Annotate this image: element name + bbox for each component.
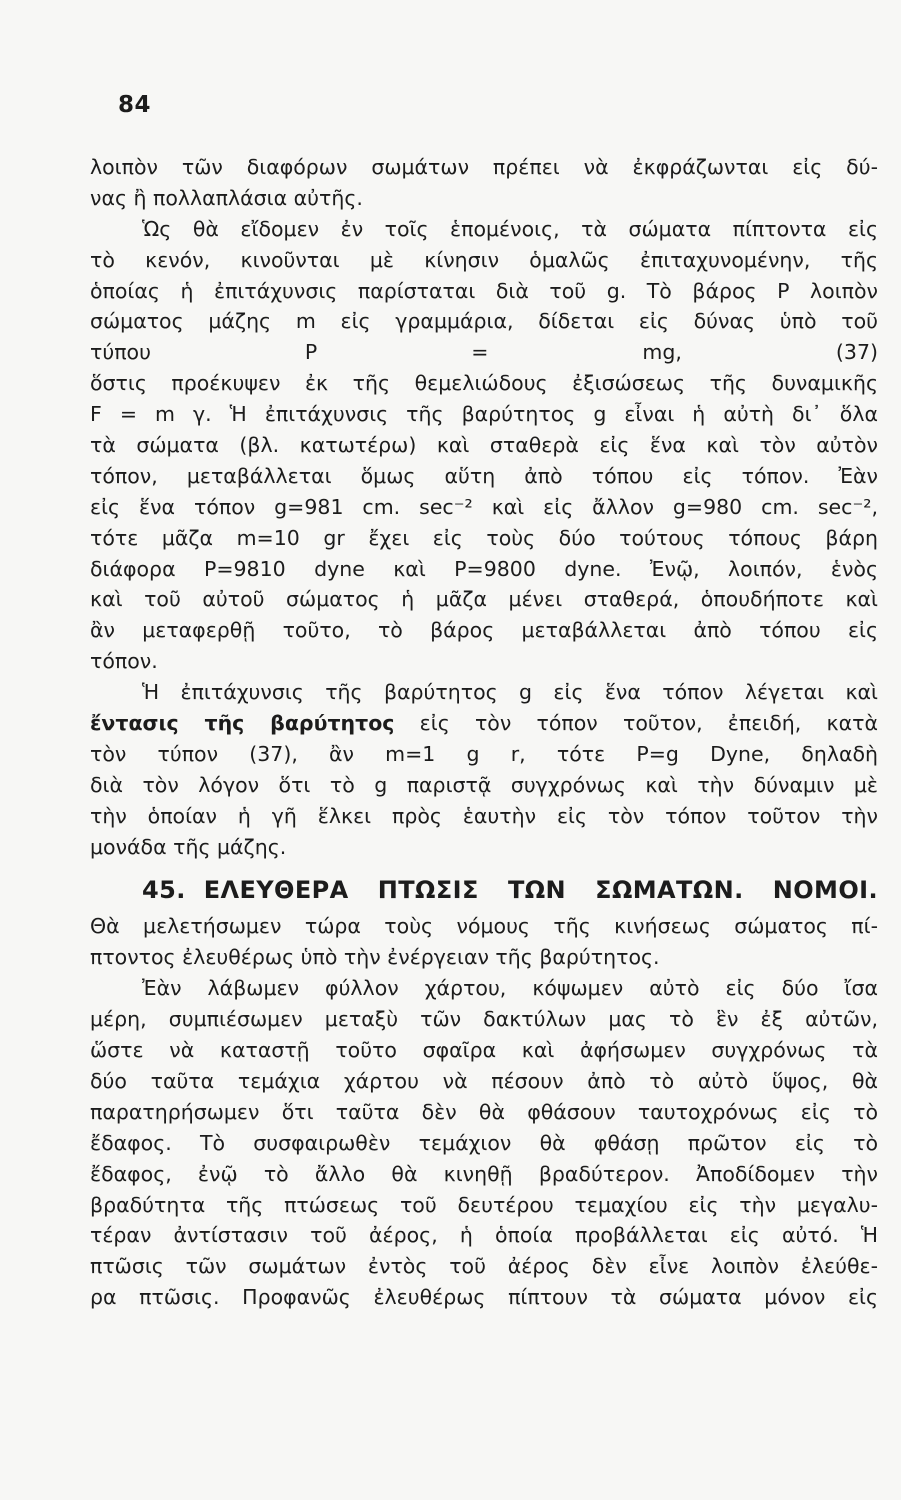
- text-line: σώματος μάζης m εἰς γραμμάρια, δίδεται εἰς δύνας ὑπὸ τοῦ: [90, 309, 878, 334]
- text-line-rest: εἰς τὸν τόπον τοῦτον, ἐπειδή, κατὰ: [394, 711, 878, 736]
- text-line: ἔδαφος, ἐνῷ τὸ ἄλλο θὰ κινηθῇ βραδύτερον. Ἀποδίδομεν τὴν: [90, 1161, 878, 1186]
- text-line: ὁποίας ἡ ἐπιτάχυνσις παρίσταται διὰ τοῦ g. Τὸ βάρος P λοιπὸν: [90, 278, 878, 303]
- text-line: Ἡ ἐπιτάχυνσις τῆς βαρύτητος g εἰς ἕνα τόπον λέγεται καὶ: [142, 680, 878, 705]
- text-line: εἰς ἕνα τόπον g=981 cm. sec⁻² καὶ εἰς ἄλλον g=980 cm. sec⁻²,: [90, 494, 878, 519]
- text-line: τὰ σώματα (βλ. κατωτέρω) καὶ σταθερὰ εἰς ἕνα καὶ τὸν αὐτὸν: [90, 433, 878, 458]
- text-line: ἔδαφος. Τὸ συσφαιρωθὲν τεμάχιον θὰ φθάσῃ πρῶτον εἰς τὸ: [90, 1130, 878, 1155]
- text-line: Θὰ μελετήσωμεν τώρα τοὺς νόμους τῆς κινήσεως σώματος πί-: [90, 914, 878, 939]
- text-line: παρατηρήσωμεν ὅτι ταῦτα δὲν θὰ φθάσουν ταυτοχρόνως εἰς τὸ: [90, 1099, 878, 1124]
- text-line: Ὡς θὰ εἴδομεν ἐν τοῖς ἑπομένοις, τὰ σώματα πίπτοντα εἰς: [142, 216, 878, 241]
- text-line: λοιπὸν τῶν διαφόρων σωμάτων πρέπει νὰ ἐκφράζωνται εἰς δύ-: [90, 155, 878, 179]
- text-line: τὴν ὁποίαν ἡ γῆ ἕλκει πρὸς ἑαυτὴν εἰς τὸν τόπον τοῦτον τὴν: [90, 803, 878, 828]
- text-line: μέρη, συμπιέσωμεν μεταξὺ τῶν δακτύλων μας τὸ ἓν ἐξ αὐτῶν,: [90, 1007, 878, 1032]
- text-line: ρα πτῶσις. Προφανῶς ἐλευθέρως πίπτουν τὰ σώματα μόνον εἰς: [90, 1285, 878, 1310]
- text-line-with-term: [90, 708, 878, 739]
- text-line: τὸ κενόν, κινοῦνται μὲ κίνησιν ὁμαλῶς ἐπιταχυνομένην, τῆς: [90, 247, 878, 272]
- formula-line: τύπου P = mg, (37): [90, 340, 878, 365]
- text-line: τέραν ἀντίστασιν τοῦ ἀέρος, ἡ ὁποία προβάλλεται εἰς αὐτό. Ἡ: [90, 1223, 878, 1248]
- page-body: [90, 152, 878, 1313]
- text-line: τὸν τύπον (37), ἂν m=1 g r, τότε P=g Dyne, δηλαδὴ: [90, 741, 878, 766]
- section-title: ΕΛΕΥΘΕΡΑ ΠΤΩΣΙΣ ΤΩΝ ΣΩΜΑΤΩΝ. ΝΟΜΟΙ.: [203, 876, 878, 905]
- text-line: F = m γ. Ἡ ἐπιτάχυνσις τῆς βαρύτητος g εἶναι ἡ αὐτὴ δι᾽ ὅλα: [90, 402, 878, 427]
- text-line: πτῶσις τῶν σωμάτων ἐντὸς τοῦ ἀέρος δὲν εἶνε λοιπὸν ἐλεύθε-: [90, 1254, 878, 1279]
- text-line: τόπον, μεταβάλλεται ὅμως αὕτη ἀπὸ τόπου εἰς τόπον. Ἐὰν: [90, 463, 878, 488]
- text-line: ὅστις προέκυψεν ἐκ τῆς θεμελιώδους ἐξισώσεως τῆς δυναμικῆς: [90, 371, 878, 396]
- text-line: καὶ τοῦ αὐτοῦ σώματος ἡ μᾶζα μένει σταθερά, ὁπουδήποτε καὶ: [90, 587, 878, 612]
- text-line: τόπον.: [90, 649, 158, 674]
- text-line: τότε μᾶζα m=10 gr ἔχει εἰς τοὺς δύο τούτους τόπους βάρη: [90, 525, 878, 550]
- text-line: νας ἢ πολλαπλάσια αὐτῆς.: [90, 185, 363, 210]
- text-line: Ἐὰν λάβωμεν φύλλον χάρτου, κόψωμεν αὐτὸ εἰς δύο ἴσα: [142, 976, 878, 1001]
- text-line: ὥστε νὰ καταστῇ τοῦτο σφαῖρα καὶ ἀφήσωμεν συγχρόνως τὰ: [90, 1038, 878, 1063]
- text-line: μονάδα τῆς μάζης.: [90, 834, 287, 859]
- text-line: διὰ τὸν λόγον ὅτι τὸ g παριστᾷ συγχρόνως καὶ τὴν δύναμιν μὲ: [90, 772, 878, 797]
- text-line: διάφορα P=9810 dyne καὶ P=9800 dyne. Ἐνῷ, λοιπόν, ἑνὸς: [90, 556, 878, 581]
- text-line: δύο ταῦτα τεμάχια χάρτου νὰ πέσουν ἀπὸ τὸ αὐτὸ ὕψος, θὰ: [90, 1068, 878, 1093]
- page-number: 84: [118, 92, 152, 118]
- text-line: ἂν μεταφερθῇ τοῦτο, τὸ βάρος μεταβάλλεται ἀπὸ τόπου εἰς: [90, 618, 878, 643]
- text-line: βραδύτητα τῆς πτώσεως τοῦ δευτέρου τεμαχίου εἰς τὴν μεγαλυ-: [90, 1192, 878, 1217]
- section-number: 45.: [142, 876, 186, 905]
- text-line: πτοντος ἐλευθέρως ὑπὸ τὴν ἐνέργειαν τῆς βαρύτητος.: [90, 945, 660, 970]
- bold-term: ἔντασις τῆς βαρύτητος: [90, 711, 395, 736]
- section-heading: [90, 869, 878, 911]
